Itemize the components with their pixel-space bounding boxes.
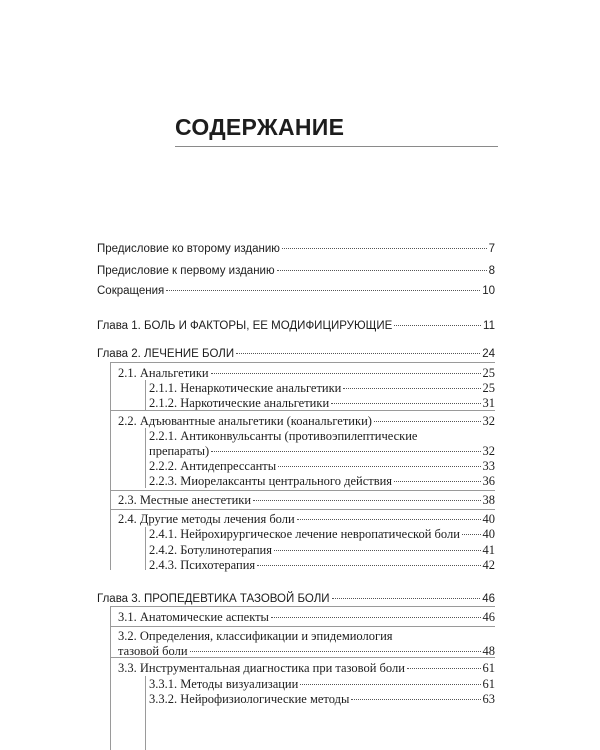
toc-chapter-1[interactable] [97,320,495,332]
section-2-2-bracket-line [145,428,146,488]
toc-entry-label: 2.4.3. Психотерапия [149,558,256,572]
dot-leader [282,248,487,249]
toc-entry-label: тазовой боли [118,644,188,658]
toc-section-2-2[interactable] [118,414,495,429]
toc-entry-label: Предисловие к первому изданию [97,265,275,277]
toc-section-2-1[interactable] [118,366,495,381]
toc-entry-label: Сокращения [97,285,165,297]
dot-leader [343,388,480,389]
toc-entry-label: 3.1. Анатомические аспекты [118,610,269,624]
dot-leader [407,668,481,669]
toc-section-2-1-2[interactable] [149,396,495,411]
toc-section-2-1-1[interactable] [149,381,495,396]
toc-entry-page: 7 [488,243,495,255]
toc-section-2-4[interactable] [118,512,495,527]
toc-section-2-2-1-first-line: 2.2.1. Антиконвульсанты (противоэпилептические [149,429,418,443]
toc-entry-page: 8 [488,265,495,277]
toc-entry-label: 2.3. Местные анестетики [118,493,252,507]
toc-chapter-3[interactable] [97,593,495,605]
chapter-3-bracket-line [110,606,111,750]
toc-section-3-2[interactable] [118,644,495,659]
toc-entry-page: 40 [482,512,495,526]
toc-entry-label: препараты) [149,444,210,458]
toc-section-2-4-2[interactable] [149,543,495,558]
toc-section-2-3[interactable] [118,493,495,508]
toc-entry-page: 42 [482,558,495,572]
toc-entry-label: Предисловие ко второму изданию [97,243,280,255]
toc-entry-page: 24 [482,348,495,360]
dot-leader [211,451,480,452]
toc-entry-page: 36 [482,474,495,488]
toc-entry-page: 11 [483,320,495,332]
section-3-3-bracket-line [145,676,146,750]
toc-entry-abbreviations[interactable] [97,285,495,297]
toc-entry-page: 31 [482,396,495,410]
toc-entry-label: Глава 3. ПРОПЕДЕВТИКА ТАЗОВОЙ БОЛИ [97,593,330,605]
toc-entry-label: 3.3.2. Нейрофизиологические методы [149,692,350,706]
dot-leader [462,534,481,535]
page-title: СОДЕРЖАНИЕ [175,114,345,140]
toc-entry-page: 32 [482,414,495,428]
toc-entry-label: 2.2. Адъювантные анальгетики (коанальгетики) [118,414,372,428]
toc-entry-page: 32 [482,444,495,458]
toc-entry-page: 46 [482,610,495,624]
toc-section-3-1[interactable] [118,610,495,625]
toc-section-3-3[interactable] [118,661,495,676]
toc-entry-label: 2.4. Другие методы лечения боли [118,512,295,526]
dot-leader [274,550,481,551]
toc-entry-label: 2.1. Анальгетики [118,366,209,380]
section-separator [110,626,495,627]
toc-entry-label: 2.1.1. Ненаркотические анальгетики [149,381,342,395]
dot-leader [190,651,481,652]
dot-leader [166,290,480,291]
toc-entry-page: 63 [482,692,495,706]
section-2-4-bracket-line [145,527,146,570]
dot-leader [278,466,480,467]
toc-entry-page: 61 [482,661,495,675]
toc-entry-page: 40 [482,527,495,541]
dot-leader [271,617,481,618]
toc-entry-page: 38 [482,493,495,507]
toc-chapter-2[interactable] [97,348,495,360]
toc-entry-page: 10 [482,285,495,297]
toc-entry-label: 2.2.3. Миорелаксанты центрального действия [149,474,393,488]
toc-entry-label: 2.4.2. Ботулинотерапия [149,543,272,557]
toc-entry-page: 25 [482,381,495,395]
toc-section-3-3-1[interactable] [149,677,495,692]
toc-entry-preface-second[interactable] [97,243,495,255]
section-separator [110,606,495,607]
toc-entry-page: 61 [482,677,495,691]
section-2-1-bracket-line [145,380,146,410]
toc-section-2-4-3[interactable] [149,558,495,573]
toc-entry-page: 46 [482,593,495,605]
dot-leader [257,565,480,566]
toc-section-2-2-1[interactable] [149,444,495,459]
section-separator [110,509,495,510]
dot-leader [374,421,481,422]
toc-entry-page: 41 [482,543,495,557]
section-separator [110,362,495,363]
dot-leader [394,481,480,482]
toc-entry-label: 3.3.1. Методы визуализации [149,677,299,691]
dot-leader [277,270,487,271]
toc-entry-label: 2.1.2. Наркотические анальгетики [149,396,330,410]
toc-section-2-2-3[interactable] [149,474,495,489]
toc-entry-label: 2.2.2. Антидепрессанты [149,459,277,473]
toc-section-2-2-2[interactable] [149,459,495,474]
dot-leader [236,353,480,354]
dot-leader [394,325,481,326]
toc-section-3-3-2[interactable] [149,692,495,707]
toc-section-3-2-first-line: 3.2. Определения, классификации и эпидемиология [118,629,393,643]
toc-section-2-4-1[interactable] [149,527,495,542]
dot-leader [211,373,481,374]
toc-entry-label: 2.4.1. Нейрохирургическое лечение невропатической боли [149,527,460,541]
dot-leader [351,699,480,700]
toc-entry-page: 48 [482,644,495,658]
toc-entry-label: 3.3. Инструментальная диагностика при тазовой боли [118,661,405,675]
toc-entry-page: 33 [482,459,495,473]
dot-leader [332,598,481,599]
toc-entry-label: Глава 1. БОЛЬ И ФАКТОРЫ, ЕЕ МОДИФИЦИРУЮЩИЕ [97,320,393,332]
toc-entry-label: Глава 2. ЛЕЧЕНИЕ БОЛИ [97,348,235,360]
dot-leader [331,403,480,404]
dot-leader [253,500,480,501]
dot-leader [297,519,481,520]
section-separator [110,490,495,491]
toc-entry-page: 25 [482,366,495,380]
chapter-2-bracket-line [110,362,111,570]
dot-leader [300,684,480,685]
toc-entry-preface-first[interactable] [97,265,495,277]
